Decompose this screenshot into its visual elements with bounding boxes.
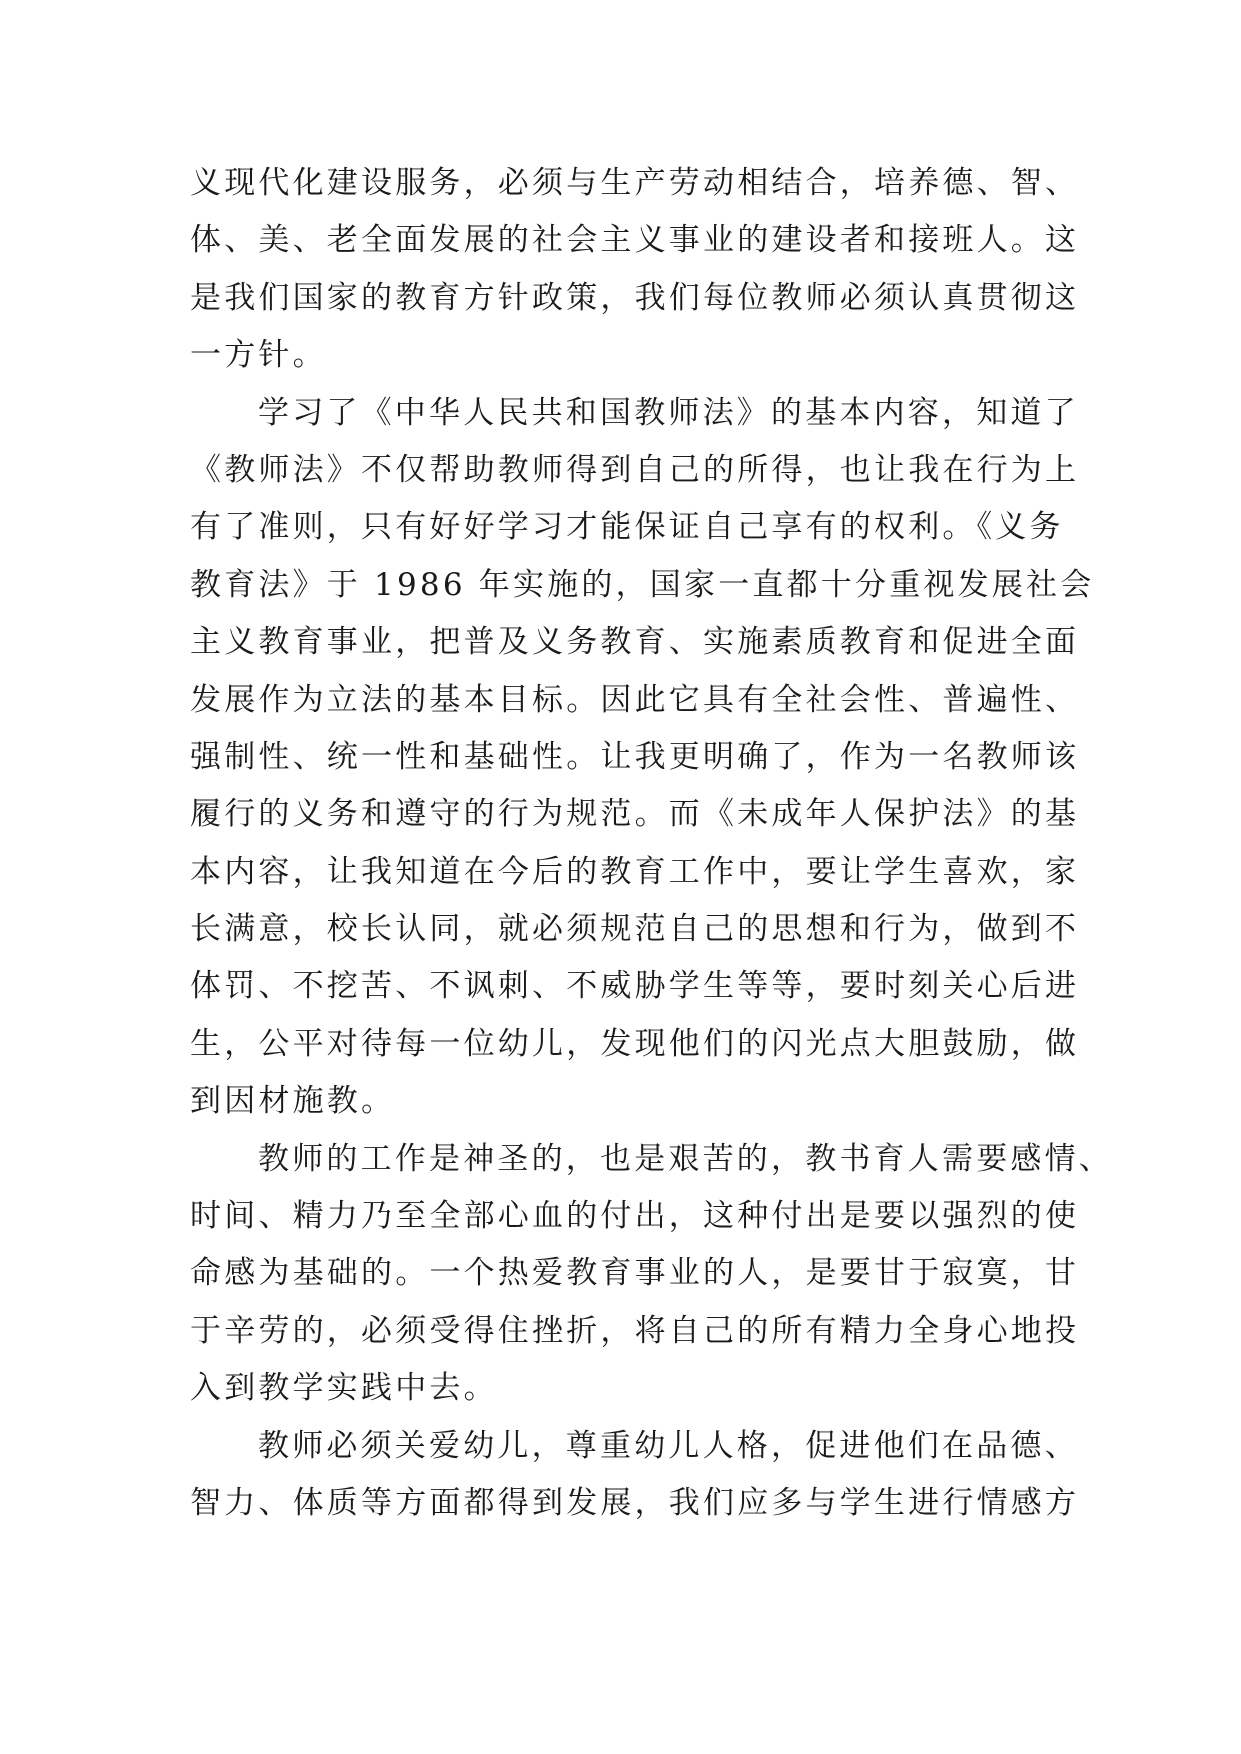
text-line: 主义教育事业，把普及义务教育、实施素质教育和促进全面	[190, 624, 1080, 661]
text-line: 义现代化建设服务，必须与生产劳动相结合，培养德、智、	[190, 165, 1080, 201]
text-line: 是我们国家的教育方针政策，我们每位教师必须认真贯彻这	[190, 279, 1080, 316]
text-line: 体、美、老全面发展的社会主义事业的建设者和接班人。这	[190, 222, 1080, 259]
text-line: 于辛劳的，必须受得住挫折，将自己的所有精力全身心地投	[190, 1312, 1080, 1349]
text-line: 一方针。	[190, 337, 327, 374]
text-line: 智力、体质等方面都得到发展，我们应多与学生进行情感方	[190, 1484, 1080, 1521]
text-line: 本内容，让我知道在今后的教育工作中，要让学生喜欢，家	[190, 853, 1080, 890]
text-line: 入到教学实践中去。	[190, 1370, 498, 1407]
text-line: 教育法》于 1986 年实施的，国家一直都十分重视发展社会	[190, 566, 1095, 603]
text-line: 生，公平对待每一位幼儿，发现他们的闪光点大胆鼓励，做	[190, 1025, 1080, 1062]
text-line: 时间、精力乃至全部心血的付出，这种付出是要以强烈的使	[190, 1198, 1080, 1235]
paragraph-first-line: 教师的工作是神圣的，也是艰苦的，教书育人需要感情、	[258, 1140, 1113, 1177]
text-line: 命感为基础的。一个热爱教育事业的人，是要甘于寂寞，甘	[190, 1255, 1080, 1292]
text-line: 履行的义务和遵守的行为规范。而《未成年人保护法》的基	[190, 796, 1080, 833]
text-line: 《教师法》不仅帮助教师得到自己的所得，也让我在行为上	[190, 451, 1080, 488]
text-line: 到因材施教。	[190, 1083, 396, 1120]
text-line: 强制性、统一性和基础性。让我更明确了，作为一名教师该	[190, 738, 1080, 775]
text-line: 发展作为立法的基本目标。因此它具有全社会性、普遍性、	[190, 681, 1080, 718]
text-line: 体罚、不挖苦、不讽刺、不威胁学生等等，要时刻关心后进	[190, 968, 1080, 1005]
text-line: 长满意，校长认同，就必须规范自己的思想和行为，做到不	[190, 911, 1080, 948]
text-line: 有了准则，只有好好学习才能保证自己享有的权利。《义务	[190, 509, 1064, 546]
paragraph-first-line: 学习了《中华人民共和国教师法》的基本内容，知道了	[258, 394, 1079, 431]
document-body	[190, 155, 1113, 1532]
paragraph-first-line: 教师必须关爱幼儿，尊重幼儿人格，促进他们在品德、	[258, 1427, 1079, 1464]
